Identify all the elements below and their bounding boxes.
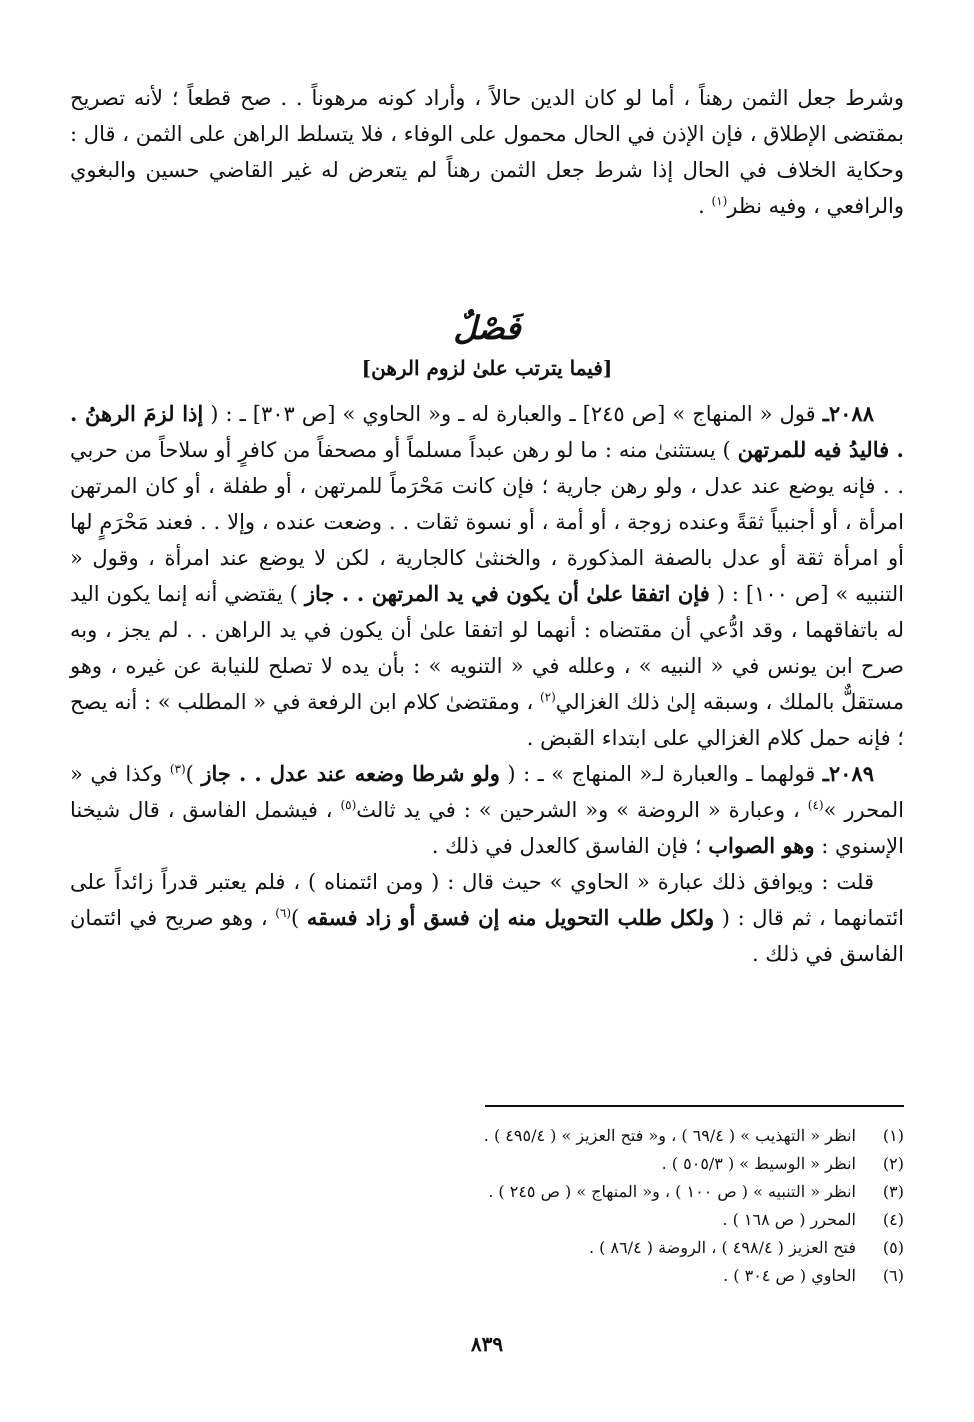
paragraph-2088: ٢٠٨٨ـ قول « المنهاج » [ص ٢٤٥] ـ والعبارة له ـ و« الحاوي » [ص ٣٠٣] ـ : ( إذا لزمَ الرهنُ . . فاليدُ فيه للمرتهن ) يستثنىٰ منه : ما لو رهن عبداً مسلماً أو مصحفاً من كافرٍ أو سلاحاً من حربي . . فإنه يوضع عند عدل ، ولو رهن جارية ؛ فإن كانت مَحْرَماً للمرتهن ، أو طفلة ، أو كان المرتهن امرأة ، أو أجنبياً ثقةً وعنده زوجة ، أو أمة ، أو نسوة ثقات . . وضعت عنده ، وإلا . . فعند مَحْرَمٍ لها أو امرأة ثقة أو عدل بالصفة المذكورة ، والخنثىٰ كالجارية ، لكن لا يوضع عند امرأة ، وقول « التنبيه » [ص ١٠٠] : ( فإن اتفقا علىٰ أن يكون في يد المرتهن . . جاز ) يقتضي أنه إنما يكون اليد له باتفاقهما ، وقد ادُّعي أن مقتضاه : أنهما لو اتفقا علىٰ أن يكون في يد الراهن . . لم يجز ، وبه صرح ابن يونس في « النبيه » ، وعلله في « التنويه » : بأن يده لا تصلح للنيابة عن غيره ، وهو مستقلٌّ بالملك ، وسبقه إلىٰ ذلك الغزالي$^{(٢)}$ ، ومقتضىٰ كلام ابن الرفعة في « المطلب » : أنه يصح ؛ فإنه حمل كلام الغزالي على ابتداء القبض . bbox=[70, 401, 904, 750]
quoted-text: إذا لزمَ الرهنُ . . فاليدُ فيه للمرتهن bbox=[70, 401, 904, 462]
opening-paragraph: وشرط جعل الثمن رهناً ، أما لو كان الدين حالاً ، وأراد كونه مرهوناً . . صح قطعاً ؛ لأنه تصريح بمقتضى الإطلاق ، فإن الإذن في الحال محمول على الوفاء ، فلا يتسلط الراهن على الثمن ، قال : وحكاية الخلاف في الحال إذا شرط جعل الثمن رهناً لم يتعرض له غير القاضي حسين والبغوي والرافعي ، وفيه نظر$^{(١)}$ . bbox=[70, 86, 904, 218]
quoted-text: ولو شرطا وضعه عند عدل . . جاز bbox=[201, 761, 500, 786]
paragraph-number: ٢٠٨٨ـ bbox=[822, 401, 874, 426]
paragraph-number: ٢٠٨٩ـ bbox=[822, 761, 874, 786]
section-ornament-fasl: فَصْلٌ bbox=[453, 309, 521, 347]
text-line: وشرط جعل الثمن رهناً ، أما لو كان الدين حالاً ، وأراد كونه مرهوناً . . صح قطعاً ؛ لأنه تصريح bbox=[70, 86, 904, 110]
emphasis-text: وهو الصواب bbox=[708, 833, 815, 858]
quoted-text: ولكل طلب التحويل منه إن فسق أو زاد فسقه bbox=[306, 905, 715, 930]
paragraph-qult: قلت : ويوافق ذلك عبارة « الحاوي » حيث قال : ( ومن ائتمناه ) ، فلم يعتبر قدراً زائداً على ائتمانهما ، ثم قال : ( ولكل طلب التحويل منه إن فسق أو زاد فسقه )$^{(٦)}$ ، وهو صريح في ائتمان الفاسق في ذلك . bbox=[70, 870, 905, 966]
footnote: (٥) فتح العزيز ( ٤٩٨/٤ ) ، الروضة ( ٨٦/٤ ) . bbox=[588, 1238, 904, 1257]
section-subtitle: [فيما يترتب علىٰ لزوم الرهن] bbox=[361, 356, 613, 380]
footnote: (٣) انظر « التنبيه » ( ص ١٠٠ ) ، و« المنهاج » ( ص ٢٤٥ ) . bbox=[488, 1182, 904, 1201]
footnote-ref: (١) bbox=[711, 194, 728, 208]
text-line: والرافعي ، وفيه نظر bbox=[727, 194, 904, 218]
text-line: وحكاية الخلاف في الحال إذا شرط جعل الثمن رهناً لم يتعرض له غير القاضي حسين والبغوي bbox=[70, 158, 904, 182]
footnote-ref: (٢) bbox=[539, 690, 556, 704]
main-body bbox=[70, 396, 904, 972]
footnote-ref: (٥) bbox=[340, 798, 357, 812]
footnote-ref: (٤) bbox=[807, 798, 824, 812]
footnote: (٤) المحرر ( ص ١٦٨ ) . bbox=[722, 1210, 904, 1229]
footnotes bbox=[70, 1122, 904, 1290]
text-line: بمقتضى الإطلاق ، فإن الإذن في الحال محمول على الوفاء ، فلا يتسلط الراهن على الثمن ، قال : bbox=[70, 122, 904, 146]
footnote-ref: (٣) bbox=[169, 762, 186, 776]
footnote: (٢) انظر « الوسيط » ( ٥٠٥/٣ ) . bbox=[661, 1154, 904, 1173]
quoted-text: فإن اتفقا علىٰ أن يكون في يد المرتهن . . جاز bbox=[304, 581, 710, 606]
footnote-separator bbox=[485, 1105, 904, 1107]
paragraph-2089: ٢٠٨٩ـ قولهما ـ والعبارة لـ« المنهاج » ـ : ( ولو شرطا وضعه عند عدل . . جاز )$^{(٣)}$ وكذا في « المحرر »$^{(٤)}$ ، وعبارة « الروضة » و« الشرحين » : في يد ثالث$^{(٥)}$ ، فيشمل الفاسق ، قال شيخنا الإسنوي : وهو الصواب ؛ فإن الفاسق كالعدل في ذلك . bbox=[70, 761, 905, 858]
footnote: (٦) الحاوي ( ص ٣٠٤ ) . bbox=[723, 1266, 904, 1285]
footnote-ref: (٦) bbox=[275, 906, 292, 920]
page-number: ٨٣٩ bbox=[470, 1332, 504, 1356]
footnote: (١) انظر « التهذيب » ( ٦٩/٤ ) ، و« فتح العزيز » ( ٤٩٥/٤ ) . bbox=[483, 1126, 904, 1145]
